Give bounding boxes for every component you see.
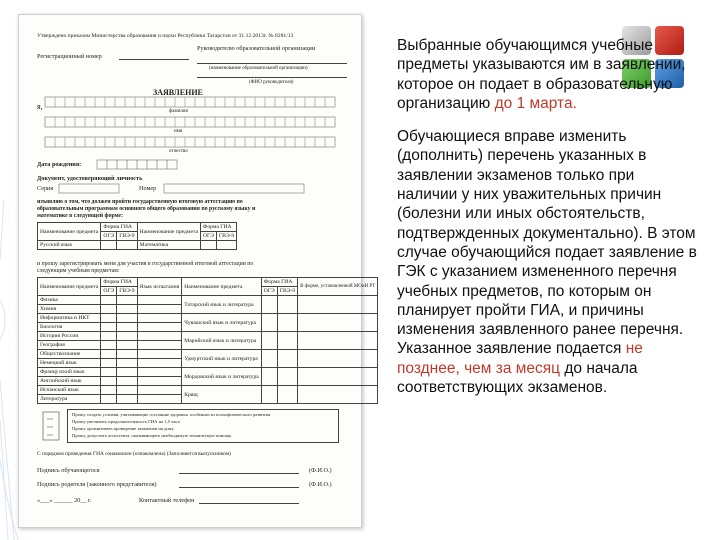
body-line-5: следующим учебным предметам: (37, 268, 120, 274)
dob-grid (97, 159, 187, 171)
body-line-4: и прошу зарегистрировать меня для участия в государственной итоговой аттестации по (37, 261, 254, 267)
elective-oge-2: ОГЭ (261, 287, 277, 296)
elective-oge: ОГЭ (101, 287, 117, 296)
paragraph-change-rules (397, 127, 697, 397)
head-line: Руководителю образовательной организации (197, 45, 316, 52)
col-gve: ГВЭ-9 (117, 232, 137, 241)
subject-left-8: Немецкий язык (38, 359, 101, 368)
note-2: Прошу увеличить продолжительность ГИА на 1,5 часа (72, 419, 180, 424)
subject-right-4: Удмуртский язык и литература (182, 350, 262, 368)
col-oge: ОГЭ (101, 232, 117, 241)
subject-left-7: Обществознание (38, 350, 101, 359)
elective-col-subject: Наименование предмета (38, 278, 101, 296)
approved-note: Утверждено приказом Министерства образования и науки Республики Татарстан от 31.12.2013г. № 8281/13 (37, 33, 294, 39)
org-line (197, 63, 347, 64)
patronymic-caption: отчество (169, 149, 188, 154)
elective-gve: ГВЭ-9 (117, 287, 137, 296)
subject-right-2: Чувашский язык и литература (182, 314, 262, 332)
fio-parent: (Ф.И.О.) (309, 481, 332, 488)
series-label: Серия (37, 185, 54, 192)
sign-parent-line (179, 487, 299, 488)
subject-left-1: Физика (38, 296, 101, 305)
elective-col-form-2: Форма ГИА (261, 278, 297, 287)
number-label: Номер (139, 185, 157, 192)
application-form-scan (18, 14, 376, 528)
fio-caption: (ФИО руководителя) (249, 80, 294, 85)
subject-right-6: Крящ (182, 386, 262, 404)
col-subject: Наименование предмета (38, 223, 101, 241)
notes-box (67, 409, 339, 443)
paragraph-deadline (397, 36, 697, 113)
body-line-3: математике в следующей форме: (37, 213, 124, 219)
col-oge-2: ОГЭ (200, 232, 216, 241)
elective-col-lang: Язык испытания (137, 278, 182, 296)
sign-parent-label: Подпись родителя (законного представителя) (37, 481, 157, 488)
subject-left-11: Испанский язык (38, 386, 101, 395)
reg-number-line (119, 59, 189, 60)
subject-right-1: Татарский язык и литература (182, 296, 262, 314)
subject-left-5: История России (38, 332, 101, 341)
col-form: Форма ГИА (101, 223, 137, 232)
elective-col-subject-2: Наименование предмета (182, 278, 262, 296)
notes-checkboxes (41, 411, 63, 441)
paragraph-change-tail: до начала соответствующих экзаменов. (397, 359, 638, 397)
row-russian: Русский язык (38, 241, 101, 250)
elective-col-mon: В форме, установленной МОиН РТ (298, 278, 378, 296)
elective-col-form: Форма ГИА (101, 278, 137, 287)
subject-left-12: Литература (38, 395, 101, 404)
slide-text (397, 36, 697, 411)
subject-left-6: География (38, 341, 101, 350)
fio-line (197, 77, 347, 78)
sign-student-label: Подпись обучающегося (37, 467, 100, 474)
id-grid (59, 183, 309, 195)
form-title: ЗАЯВЛЕНИЕ (153, 88, 203, 97)
phone-label: Контактный телефон (139, 497, 195, 504)
col-form-2: Форма ГИА (200, 223, 236, 232)
row-math: Математика (137, 241, 200, 250)
change-deadline-highlight: не позднее, чем за месяц (397, 340, 643, 377)
body-line-2: образовательным программам основного общего образования по русскому языку и (37, 206, 256, 212)
subject-left-2: Химия (38, 305, 101, 314)
i-label: я, (37, 102, 43, 111)
paragraph-deadline-text: Выбранные обучающимся учебные предметы указываются им в заявлении, которое он подает в образовательную организацию (397, 37, 686, 112)
name-caption: имя (174, 129, 183, 134)
paragraph-change-text: Обучающиеся вправе изменить (дополнить) перечень указанных в заявлении экзаменов только при наличии у них уважительных причин (болезни или иных обстоятельств, подтвержденных документально). В этом случае обучающийся подает заявление в ГЭК с указанием измененного перечня учебных предметов, по которым он планирует пройти ГИА, и причины изменения заявленного ранее перечня. Указанное заявление подается (397, 128, 697, 358)
note-4: Прошу допустить ассистента, оказывающего необходимую техническую помощь (72, 433, 232, 438)
phone-line (199, 503, 299, 504)
note-3: Прошу организовать проведение экзаменов на дому (72, 426, 174, 431)
mandatory-subjects-table (37, 222, 237, 250)
id-doc-label: Документ, удостоверяющий личность (37, 175, 143, 182)
subject-left-10: Английский язык (38, 377, 101, 386)
col-gve-2: ГВЭ-9 (216, 232, 236, 241)
surname-caption: фамилия (169, 109, 188, 114)
note-1: Прошу создать условия, учитывающие состояние здоровья, особенности психофизического развития (72, 412, 271, 417)
subject-left-9: Французский язык (38, 368, 101, 377)
elective-gve-2: ГВЭ-9 (277, 287, 297, 296)
date-line: «___» ______ 20__ г. (37, 497, 92, 504)
fio-student: (Ф.И.О.) (309, 467, 332, 474)
subject-right-5: Мордовский язык и литература (182, 368, 262, 386)
body-line-1: изъявляю о том, что должен пройти государственную итоговую аттестацию по (37, 199, 243, 205)
dob-label: Дата рождения: (37, 161, 82, 168)
deadline-highlight: до 1 марта. (494, 94, 577, 112)
subject-left-4: Биология (38, 323, 101, 332)
reg-number-label: Регистрационный номер (37, 53, 102, 60)
org-caption: (наименование образовательной организации) (209, 66, 308, 71)
name-grid (45, 95, 345, 151)
col-subject-2: Наименование предмета (137, 223, 200, 241)
subject-right-3: Марийский язык и литература (182, 332, 262, 350)
subject-left-3: Информатика и ИКТ (38, 314, 101, 323)
sign-student-line (179, 473, 299, 474)
rules-line: С порядком проведения ГИА ознакомлен (ознакомлена) (Заполняется выпускником) (37, 451, 231, 457)
elective-subjects-table (37, 277, 378, 404)
